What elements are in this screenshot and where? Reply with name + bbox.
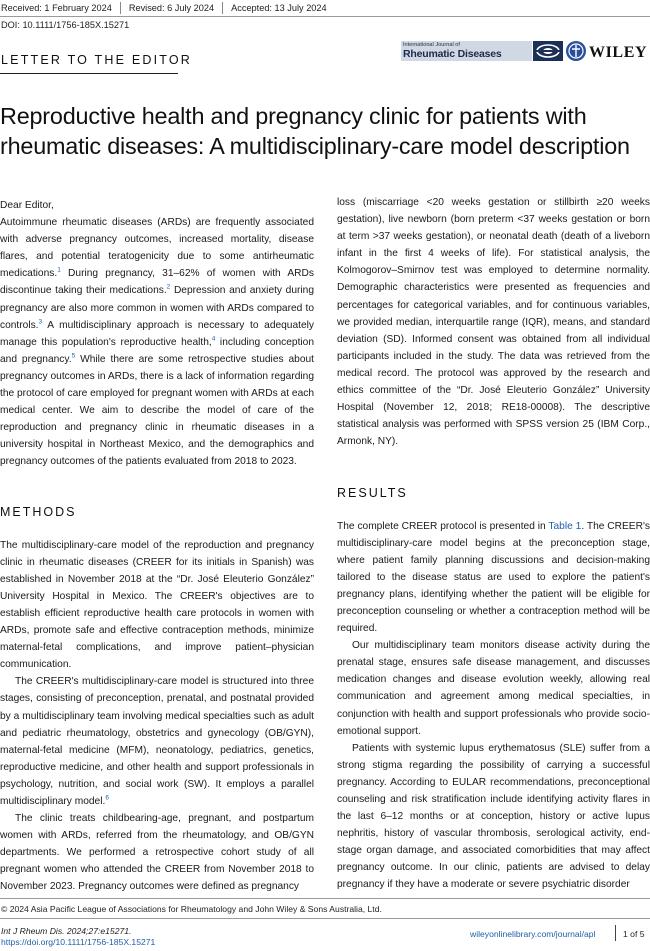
methods-heading: METHODS — [0, 504, 77, 519]
methods-paragraph: The clinic treats childbearing-age, pregnant, and postpartum women with ARDs, referred from the rheumatology, and OB/GYN departments. We performed a retrospective cohort study of all pregnant women who attended the CREER from November 2018 to November 2023. Pregnancy outcomes were defined as pregnancy — [0, 813, 314, 893]
reference-link[interactable]: 3 — [38, 318, 43, 326]
results-heading: RESULTS — [337, 486, 408, 501]
article-title: Reproductive health and pregnancy clinic for patients with rheumatic diseases: A multidisciplinary-care model description — [0, 103, 630, 159]
eular-logo — [533, 41, 563, 61]
reference-link[interactable]: 5 — [71, 352, 76, 360]
table-1-link[interactable]: Table 1 — [548, 520, 582, 532]
journal-logo — [401, 41, 532, 61]
salutation: Dear Editor, — [0, 200, 54, 211]
doi-link[interactable]: https://doi.org/10.1111/1756-185X.15271 — [1, 937, 156, 947]
copyright-notice: © 2024 Asia Pacific League of Associations for Rheumatology and John Wiley & Sons Australia, Ltd. — [1, 904, 382, 914]
revised-date: Revised: 6 July 2024 — [121, 2, 223, 14]
intro-paragraph: Autoimmune rheumatic diseases (ARDs) are frequently associated with adverse pregnancy outcomes, increased mortality, disease flares, and potential teratogenicity due to some antirheumatic medications.$^1$ During pregnancy, 31–62% of women with ARDs discontinue taking their medications.$^2$ Depression and anxiety during pregnancy are also more common in women with ARDs compared to controls.$^3$ A multidisciplinary approach is necessary to adequately manage this population's reproductive health,$^4$ including conception and pregnancy.$^5$ While there are some retrospective studies about pregnancy outcomes in ARDs, there is a lack of information regarding the protocol of care employed for pregnant women with ARDs at each medical center. We aim to describe the model of care of the reproduction and pregnancy clinic in rheumatic diseases in a university hospital in Northeast Mexico, and the demographics and pregnancy outcomes of the patients evaluated from 2018 to 2023. — [0, 217, 314, 468]
body-column-right — [337, 194, 650, 894]
reference-link[interactable]: 1 — [57, 266, 61, 274]
section-label-underline — [0, 73, 178, 74]
section-label: LETTER TO THE EDITOR — [1, 53, 193, 67]
citation-text: Int J Rheum Dis. 2024;27:e15271. — [1, 926, 132, 936]
apl-logo — [565, 40, 587, 62]
citation-block — [1, 926, 155, 948]
reference-link[interactable]: 4 — [211, 335, 216, 343]
footer-divider — [0, 898, 650, 899]
methods-paragraph-continued: loss (miscarriage <20 weeks gestation or stillbirth ≥20 weeks gestation), live newborn (born preterm <37 weeks gestation or born at term >37 weeks gestation), or neonatal death (death of a liveborn infant in the first 4 weeks of life). For statistical analysis, the Kolmogorov–Smirnov test was employed to determine normality. Demographic characteristics were presented as frequencies and percentages for categorical variables, and for continuous variables, we provided median, interquartile range (IQR), means, and standard deviation (SD). Informed consent was obtained from all individual participants included in the study. The data was retrieved from the medical record. The protocol was approved by the research and ethics committee of the “Dr. José Eleuterio González” University Hospital (November 12, 2018; RE18-00008). The descriptive statistical analysis was performed with SPSS version 25 (IBM Corp., Armonk, NY). — [337, 197, 650, 448]
results-paragraph: The complete CREER protocol is presented in Table 1. The CREER's multidisciplinary-care model begins at the preconception stage, where patient family planning discussions and decision-making tailored to the disease status are used to explore the patient's pregnancy plans, identifying whether the patient will be eligible for preconception counseling or whether a contraception method will be required. — [337, 520, 650, 635]
reference-link[interactable]: 6 — [105, 794, 109, 802]
results-paragraph: Patients with systemic lupus erythematosus (SLE) suffer from a strong stigma regarding the possibility of carrying a successful pregnancy. According to EULAR recommendations, preconceptional counseling and risk stratification include identifying activity flares in the last 6–12 months or at conception, history or active lupus nephritis, history of vascular thrombosis, serological activity, end-stage organ damage, and associated comorbidities that may affect pregnancy outcome. In our clinic, patients are advised to delay pregnancy if they have a moderate or severe psychiatric disorder — [337, 742, 650, 891]
footer-separator — [615, 925, 616, 941]
article-dates-bar — [0, 0, 650, 17]
publisher-logo: WILEY — [589, 44, 648, 61]
journal-logo-subtitle: International Journal of — [403, 42, 460, 48]
received-date: Received: 1 February 2024 — [0, 2, 121, 14]
header-divider — [0, 16, 650, 17]
results-paragraph: Our multidisciplinary team monitors disease activity during the prenatal stage, ensures safe disease management, and discusses medication changes and disease evolution weekly, allowing real communication and agreement among medical specialties, in conjunction with health and support professionals who provide socio-emotional support. — [337, 640, 650, 737]
methods-paragraph: The CREER's multidisciplinary-care model is structured into three stages, consisting of preconception, prenatal, and postnatal provided by a multidisciplinary team involving medical specialties such as adult and pediatric rheumatology, obstetrics and gynecology (OB/GYN), maternal-fetal medicine (MFM), neonatology, pediatrics, genetics, reproductive medicine, and other health and support professionals in psychology, nutrition, and social work (SW). It employs a parallel multidisciplinary model.$^6$ — [0, 676, 314, 807]
journal-logo-title: Rheumatic Diseases — [403, 48, 502, 60]
methods-paragraph: The multidisciplinary-care model of the reproduction and pregnancy clinic in rheumatic diseases (CREER for its initials in Spanish) was established in November 2018 at the “Dr. José Eleuterio González” University Hospital in Mexico. The CREER's objectives are to establish efficient reproductive health care protocols in women with ARDs, promote safe and effective contraception methods, minimize maternal-fetal complications, and improve patient–physician communication. — [0, 539, 314, 671]
article-doi: DOI: 10.1111/1756-185X.15271 — [1, 20, 130, 30]
reference-link[interactable]: 2 — [166, 284, 171, 292]
journal-site-link[interactable]: wileyonlinelibrary.com/journal/apl — [470, 929, 596, 939]
accepted-date: Accepted: 13 July 2024 — [231, 2, 327, 13]
page-number: 1 of 5 — [623, 929, 645, 939]
body-column-left — [0, 197, 314, 896]
footer-divider — [0, 918, 650, 919]
